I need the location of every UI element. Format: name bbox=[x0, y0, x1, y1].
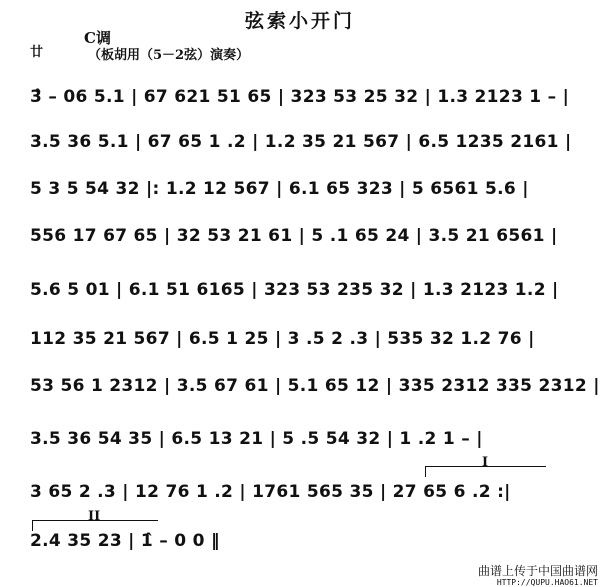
score-row bbox=[0, 279, 600, 311]
row-notation: 2.4 35 23 | 1̂ – 0 0 ‖ bbox=[30, 531, 220, 551]
meter-mark: 廿 bbox=[30, 45, 44, 60]
row-notation: 3̂ – 06 5.1 | 67 621 51 65 | 323 53 25 32 | 1.3 2123 1 – | bbox=[30, 87, 570, 107]
score-row bbox=[0, 131, 600, 163]
row-notation: 5.6 5 01 | 6.1 51 6165 | 323 53 235 32 | 1.3 2123 1.2 | bbox=[30, 280, 559, 300]
volta-label-second: II bbox=[88, 509, 101, 524]
volta-label-first: I bbox=[482, 455, 489, 470]
score-row bbox=[0, 178, 600, 210]
row-notation: 5 3 5 54 32 |: 1.2 12 567 | 6.1 65 323 | 5 6561 5.6 | bbox=[30, 179, 529, 199]
instrument-note: （板胡用（5－2弦）演奏） bbox=[88, 48, 250, 63]
row-notation: 3.5 36 5.1 | 67 65 1 .2 | 1.2 35 21 567 | 6.5 1235 2161 | bbox=[30, 132, 572, 152]
score-row bbox=[0, 328, 600, 360]
score-row bbox=[0, 375, 600, 407]
score-row bbox=[0, 530, 600, 562]
score-row bbox=[0, 428, 600, 460]
score-row bbox=[0, 225, 600, 257]
row-notation: 53 56 1 2312 | 3.5 67 61 | 5.1 65 12 | 335 2312 335 2312 | bbox=[30, 376, 600, 396]
score-title: 弦索小开门 bbox=[244, 10, 355, 32]
score-row bbox=[0, 86, 600, 118]
site-url: HTTP://QUPU.HAO61.NET bbox=[496, 578, 598, 587]
row-notation: 556 17 67 65 | 32 53 21 61 | 5 .1 65 24 | 3.5 21 6561 | bbox=[30, 226, 558, 246]
row-notation: 112 35 21 567 | 6.5 1 25 | 3 .5 2 .3 | 535 32 1.2 76 | bbox=[30, 329, 535, 349]
key-signature: C调 bbox=[84, 29, 111, 47]
row-notation: 3.5 36 54 35 | 6.5 13 21 | 5 .5 54 32 | 1 .2 1 – | bbox=[30, 429, 483, 449]
site-caption: 曲谱上传于中国曲谱网 bbox=[477, 564, 598, 578]
row-notation: 3 65 2 .3 | 12 76 1 .2 | 1761 565 35 | 27 65 6 .2 :| bbox=[30, 482, 511, 502]
